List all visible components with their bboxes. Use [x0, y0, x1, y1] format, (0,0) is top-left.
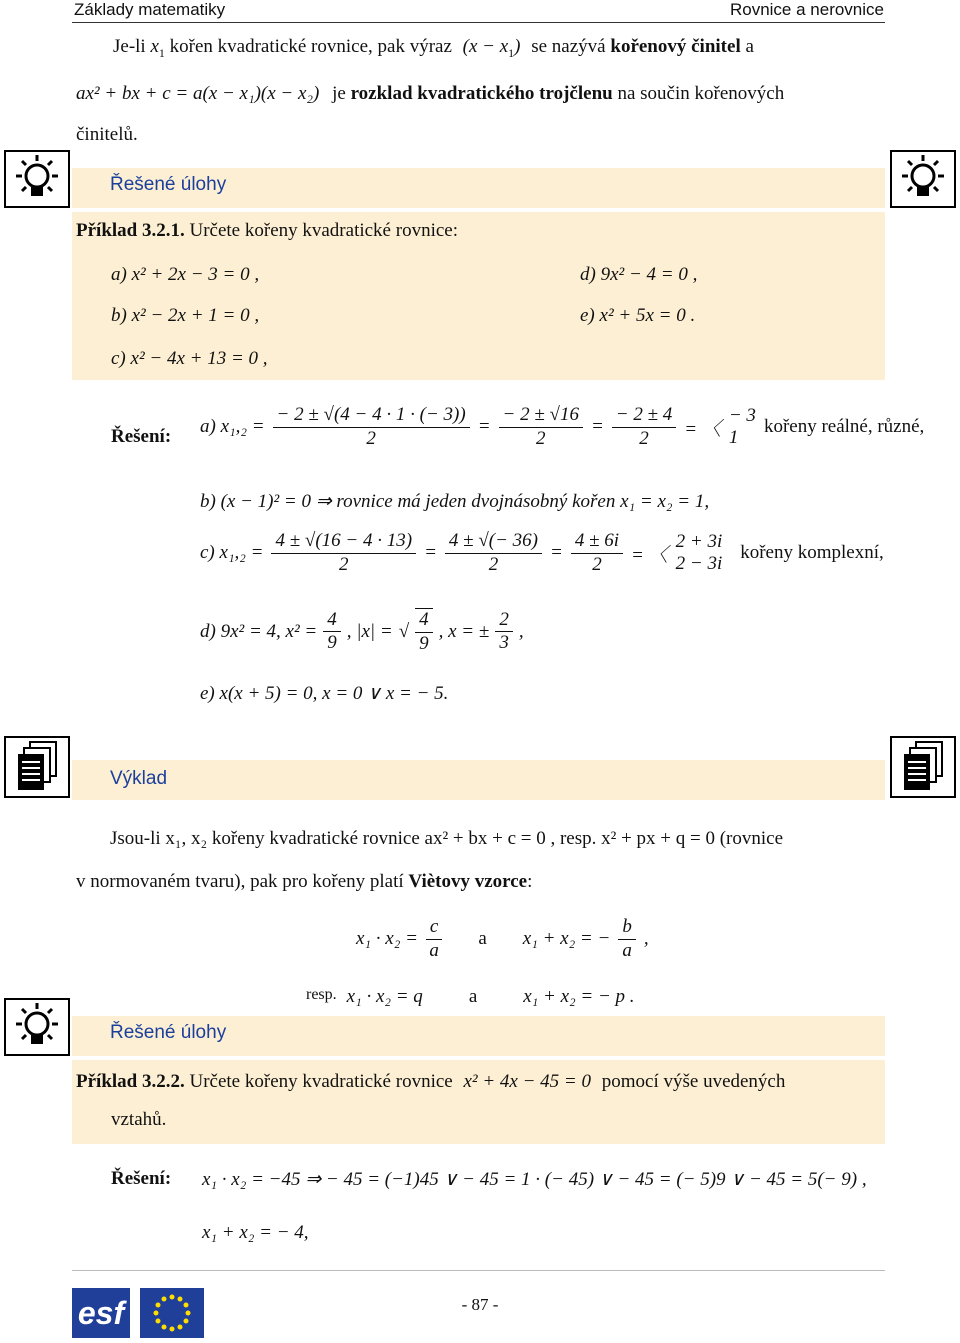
fraction: $\frac{4 \pm 6i}{2}$ — [571, 530, 623, 577]
section-title-vyklad: Výklad — [110, 768, 168, 789]
lightbulb-icon — [4, 150, 70, 208]
lightbulb-icon — [890, 150, 956, 208]
fraction: $\frac{c}{a}$ — [426, 916, 442, 963]
fraction: $\frac{4 \pm √(16 - 4 \cdot 13)}{2}$ — [271, 530, 416, 577]
root-pair: − 3 1 — [728, 404, 756, 449]
document-stack-icon — [4, 736, 70, 794]
section-title-resene-ulohy-2: Řešené úlohy — [110, 1022, 227, 1043]
example-1-a: a) x² + 2x − 3 = 0 , — [111, 264, 260, 285]
solution-2-line-1: x₁ · x₂ = −45 ⇒ − 45 = (−1)45 ∨ − 45 = 1 · (− 45) ∨ − 45 = (− 5)9 ∨ − 45 = 5(− 9) , — [202, 1169, 867, 1190]
solution-2-line-2: x₁ + x₂ = − 4, — [202, 1222, 309, 1243]
solution-2-label: Řešení: — [111, 1168, 172, 1189]
fraction: $\frac{2}{3}$ — [495, 609, 513, 656]
section-title-resene-ulohy: Řešené úlohy — [110, 174, 227, 195]
solution-1-b: b) (x − 1)² = 0 ⇒ rovnice má jeden dvojnásobný kořen x₁ = x₂ = 1, — [200, 491, 710, 512]
header-left: Základy matematiky — [74, 0, 226, 19]
solution-1-d: d) 9x² = 4, x² = $\frac{4}{9}$ , |x| = √ $\frac{4}{9}$ , x = ± $\frac{2}{3}$ , — [200, 608, 524, 654]
fraction: $\frac{4}{9}$ — [415, 608, 433, 656]
document-stack-icon — [890, 736, 956, 794]
page-number: - 87 - — [461, 1295, 499, 1314]
footer-divider — [72, 1270, 885, 1271]
example-2-line-2: vztahů. — [111, 1109, 167, 1130]
esf-logo: esf — [72, 1288, 130, 1338]
header-right: Rovnice a nerovnice — [729, 0, 884, 19]
intro-line-3: činitelů. — [76, 124, 138, 145]
example-2-heading: Příklad 3.2.2. Určete kořeny kvadratické rovnice x² + 4x − 45 = 0 pomocí výše uvedených — [76, 1071, 786, 1092]
lightbulb-icon — [4, 998, 70, 1056]
example-1-c: c) x² − 4x + 13 = 0 , — [111, 348, 268, 369]
solution-1-c: c) x₁,₂ = $\frac{4 \pm √(16 - 4 \cdot 13)}{2}$ = $\frac{4 \pm √(- 36)}{2}$ = $\frac{4 \pm 6i}{2}$ = 〈 2 + 3i 2 − 3i kořeny komplexní, — [200, 530, 884, 575]
solution-1-a: a) x₁,₂ = $\frac{- 2 \pm √(4 - 4 \cdot 1 \cdot (- 3))}{2}$ = $\frac{- 2 \pm √16}{2}$ = $\frac{- 2 \pm 4}{2}$ = 〈 − 3 1 kořeny reálné, různé, — [200, 404, 925, 449]
explanation-line-1: Jsou-li x₁, x₂ kořeny kvadratické rovnice ax² + bx + c = 0 , resp. x² + px + q = 0 (rovnice — [110, 828, 784, 849]
intro-line-2: ax² + bx + c = a(x − x₁)(x − x₂) je rozklad kvadratického trojčlenu na součin kořenových — [76, 83, 785, 104]
header-divider — [72, 22, 885, 23]
vieta-formula-1: x₁ · x₂ = $\frac{c}{a}$ a x₁ + x₂ = − $\frac{b}{a}$ , — [356, 916, 649, 961]
example-1-e: e) x² + 5x = 0 . — [580, 305, 696, 326]
fraction: $\frac{- 2 \pm 4}{2}$ — [612, 404, 677, 451]
fraction: $\frac{- 2 \pm √(4 - 4 \cdot 1 \cdot (- 3))}{2}$ — [273, 404, 470, 451]
explanation-line-2: v normovaném tvaru), pak pro kořeny platí Viètovy vzorce: — [76, 871, 533, 892]
fraction: $\frac{b}{a}$ — [618, 916, 636, 963]
intro-line-1: Je-li $x_1$ kořen kvadratické rovnice, pak výraz $(x - x_1)$ se nazývá kořenový činitel a — [113, 36, 754, 60]
root-pair: 2 + 3i 2 − 3i — [675, 530, 723, 575]
solution-1-e: e) x(x + 5) = 0, x = 0 ∨ x = − 5. — [200, 683, 449, 704]
fraction: $\frac{4}{9}$ — [323, 609, 341, 656]
fraction: $\frac{4 \pm √(- 36)}{2}$ — [445, 530, 542, 577]
section-band-vyklad — [72, 760, 885, 800]
example-1-b: b) x² − 2x + 1 = 0 , — [111, 305, 260, 326]
vieta-formula-2: resp. x₁ · x₂ = q a x₁ + x₂ = − p . — [306, 986, 635, 1007]
solution-1-label: Řešení: — [111, 426, 172, 447]
fraction: $\frac{- 2 \pm √16}{2}$ — [499, 404, 583, 451]
example-1-d: d) 9x² − 4 = 0 , — [580, 264, 698, 285]
example-1-heading: Příklad 3.2.1. Určete kořeny kvadratické rovnice: — [76, 220, 458, 241]
